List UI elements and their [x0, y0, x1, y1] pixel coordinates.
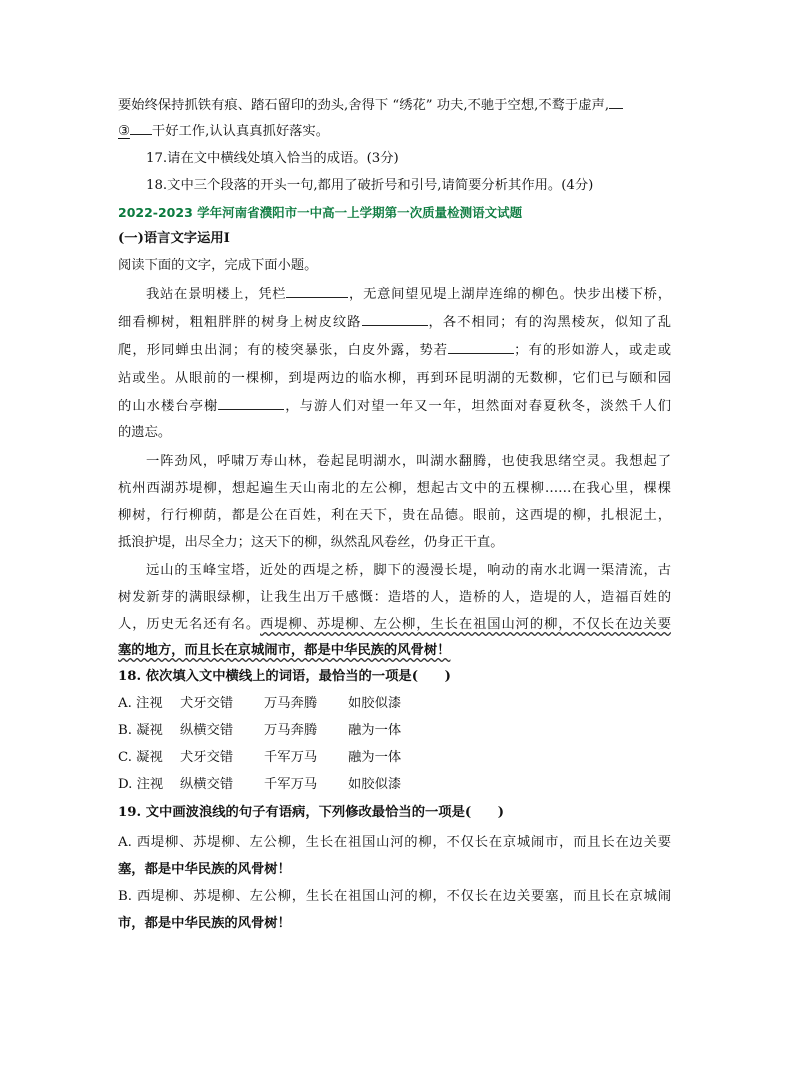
passage-p1-line1: [146, 282, 671, 308]
blank: [130, 119, 152, 135]
wavy-underlined-sentence-end: 塞的地方，而且长在京城闹市，都是中华民族的风骨树！: [118, 643, 451, 658]
text: 如胶似漆: [348, 777, 402, 792]
wavy-underlined-sentence: 西堤柳、苏堤柳、左公柳，生长在祖国山河的柳，不仅长在边关要: [260, 617, 671, 632]
text: 纵横交错: [180, 777, 234, 792]
question-17: 17.请在文中横线处填入恰当的成语。(3分): [146, 151, 399, 166]
text: C. 凝视: [118, 750, 163, 765]
blank: [448, 338, 514, 354]
passage-p2-line4: 抵浪护堤，出尽全力；这天下的柳，纵然乱风卷丝，仍身正干直。: [118, 535, 504, 550]
question-18-stem: 18. 依次填入文中横线上的词语，最恰当的一项是( ): [118, 669, 451, 684]
text: 纵横交错: [180, 723, 234, 738]
passage-p3-line2: 树发新芽的满眼绿柳，让我生出万千感慨：造塔的人，造桥的人，造堤的人，造福百姓的: [118, 590, 671, 605]
section-subtitle: (一)语言文字运用Ⅰ: [118, 231, 230, 246]
prev-text-1: 要始终保持抓铁有痕、踏石留印的劲头,舍得下 “绣花” 功夫,不驰于空想,不鹜于虚声,: [118, 98, 610, 113]
text: 的遗忘。: [118, 425, 172, 440]
text: 融为一体: [348, 723, 402, 738]
text: ，无意间望见堤上湖岸连绵的柳色。快步出楼下桥，: [348, 287, 671, 302]
text: 爬，形同蝉虫出洞；有的棱突暴张，白皮外露，势若: [118, 343, 449, 358]
blank-mark-3: ③: [118, 124, 130, 139]
prev-text-2: 干好工作,认认真真抓好落实。: [151, 124, 330, 139]
passage-p3-line1: 远山的玉峰宝塔，近处的西堤之桥，脚下的漫漫长堤，响动的南水北调一渠清流，古: [146, 563, 671, 578]
instruction: 阅读下面的文字，完成下面小题。: [118, 258, 318, 273]
text: 千军万马: [264, 777, 318, 792]
passage-p2-line2: 杭州西湖苏堤柳，想起遍生天山南北的左公柳，想起古文中的五棵柳……在我心里，棵棵: [118, 481, 671, 496]
text: 犬牙交错: [180, 750, 234, 765]
blank: [362, 310, 428, 326]
text: 细看柳树，粗粗胖胖的树身上树皮纹路: [118, 315, 362, 330]
q19-option-b-line2[interactable]: 市，都是中华民族的风骨树！: [118, 916, 291, 931]
q19-option-a-line1[interactable]: A. 西堤柳、苏堤柳、左公柳，生长在祖国山河的柳，不仅长在京城闹市，而且长在边关要: [118, 835, 671, 850]
text: 万马奔腾: [264, 723, 318, 738]
q18-option-d[interactable]: [118, 772, 671, 798]
text: 的山水楼台亭榭: [118, 399, 219, 414]
passage-p1-line2: [118, 310, 671, 336]
text: D. 注视: [118, 777, 164, 792]
passage-p2-line3: 柳树，行行柳荫，都是公在百姓，利在天下，贵在品德。眼前，这西堤的柳，扎根泥土，: [118, 508, 671, 523]
q18-option-b[interactable]: [118, 718, 671, 744]
text: A. 注视: [118, 696, 163, 711]
prev-line-1: [118, 93, 671, 119]
q19-option-b-line1[interactable]: B. 西堤柳、苏堤柳、左公柳，生长在祖国山河的柳，不仅长在边关要塞，而且长在京城闹: [118, 889, 671, 904]
exam-title: 2022-2023 学年河南省濮阳市一中高一上学期第一次质量检测语文试题: [118, 205, 523, 220]
blank: [609, 93, 623, 109]
passage-p3-line4: [118, 638, 671, 664]
passage-p1-line6: [118, 420, 671, 446]
passage-p2-line1: 一阵劲风，呼啸万寿山林，卷起昆明湖水，叫湖水翻腾，也使我思绪空灵。我想起了: [146, 454, 671, 469]
q18-option-a[interactable]: [118, 691, 671, 717]
passage-p1-line3: [118, 338, 671, 364]
text: B. 凝视: [118, 723, 163, 738]
question-18-prev: 18.文中三个段落的开头一句,都用了破折号和引号,请简要分析其作用。(4分): [146, 178, 594, 193]
blank: [286, 282, 348, 298]
passage-p3-line3: [118, 612, 671, 638]
prev-line-2: [118, 119, 671, 145]
q18-option-c[interactable]: [118, 745, 671, 771]
text: ，各不相同；有的沟黑棱灰，似知了乱: [427, 315, 671, 330]
passage-p1-line5: [118, 394, 671, 420]
text: ，与游人们对望一年又一年，坦然面对春夏秋冬，淡然千人们: [284, 399, 671, 414]
blank: [218, 394, 284, 410]
text: 我站在景明楼上，凭栏: [146, 287, 287, 302]
text: 千军万马: [264, 750, 318, 765]
q19-option-a-line2[interactable]: 塞，都是中华民族的风骨树！: [118, 862, 291, 877]
text: 犬牙交错: [180, 696, 234, 711]
text: 融为一体: [348, 750, 402, 765]
text: 如胶似漆: [348, 696, 402, 711]
question-19-stem: 19. 文中画波浪线的句子有语病，下列修改最恰当的一项是( ): [118, 805, 505, 820]
text: 人，历史无名还有名。: [118, 617, 261, 632]
text: 站或坐。从眼前的一棵柳，到堤两边的临水柳，再到环昆明湖的无数柳，它们已与颐和园: [118, 371, 671, 386]
text: ；有的形如游人，或走或: [514, 343, 671, 358]
passage-p1-line4: [118, 366, 671, 392]
text: 万马奔腾: [264, 696, 318, 711]
